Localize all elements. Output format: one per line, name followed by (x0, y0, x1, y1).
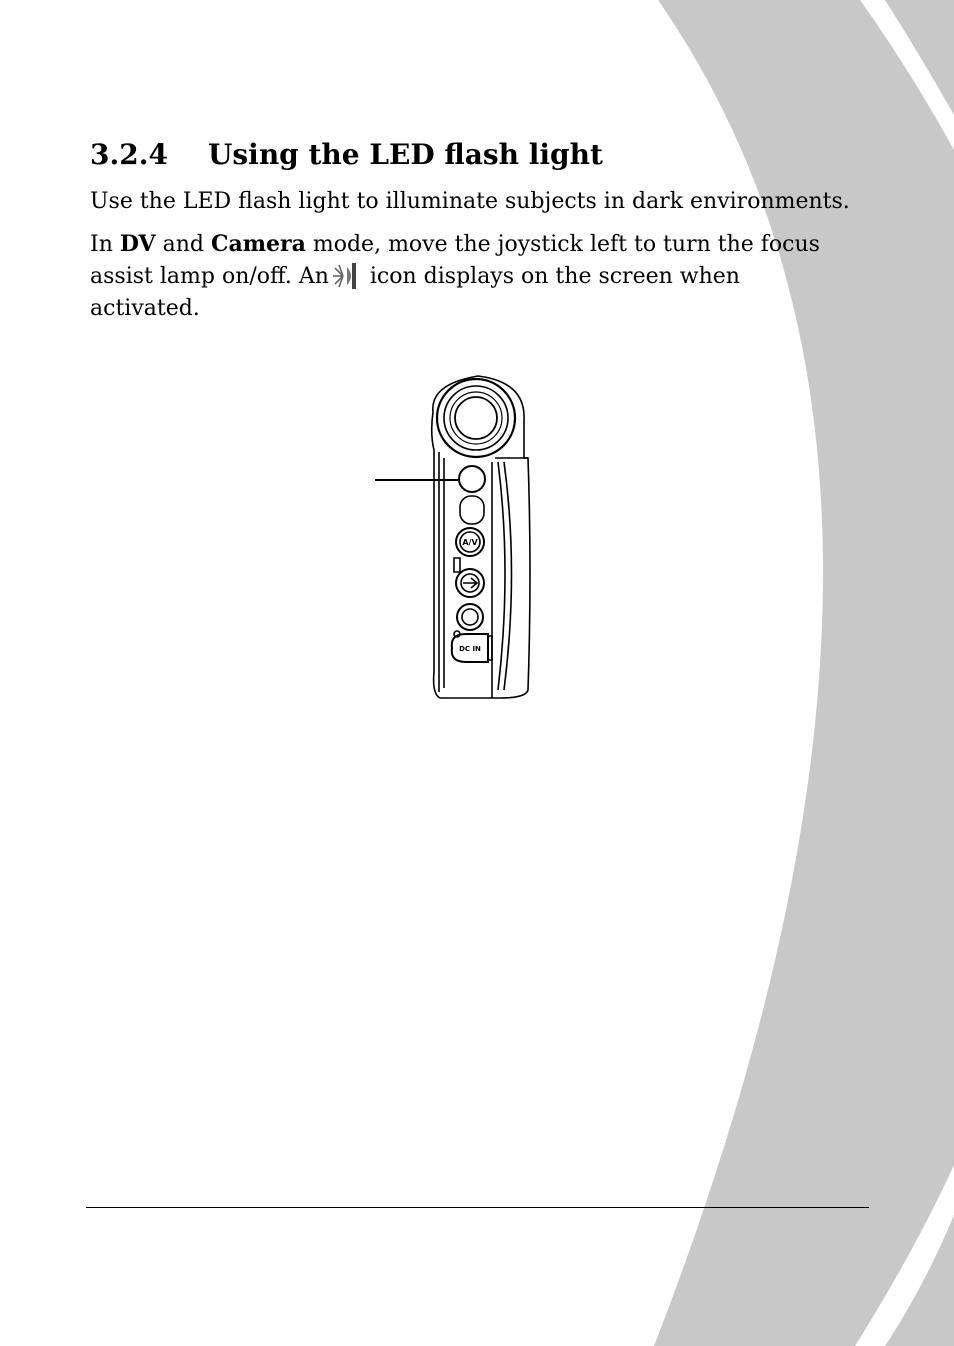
mode-dv: DV (119, 231, 156, 257)
mode-camera: Camera (210, 231, 306, 257)
dc-in-label: DC IN (459, 645, 481, 653)
text-segment: and (155, 232, 211, 257)
av-jack-label: A/V (462, 538, 478, 547)
section-title: Using the LED flash light (208, 138, 603, 171)
text-segment: icon displays on the screen when activated. (90, 264, 740, 321)
camcorder-side-illustration (370, 372, 540, 702)
intro-paragraph: Use the LED flash light to illuminate subjects in dark environments. (90, 189, 850, 214)
footer-rule (86, 1207, 869, 1208)
section-heading (90, 138, 603, 171)
text-segment: mode, move the joystick left to turn the focus assist lamp on/off. An (90, 232, 820, 289)
focus-assist-lamp-icon (329, 263, 363, 289)
section-number: 3.2.4 (90, 138, 168, 171)
text-segment: In (90, 232, 120, 257)
instruction-paragraph (90, 228, 850, 325)
